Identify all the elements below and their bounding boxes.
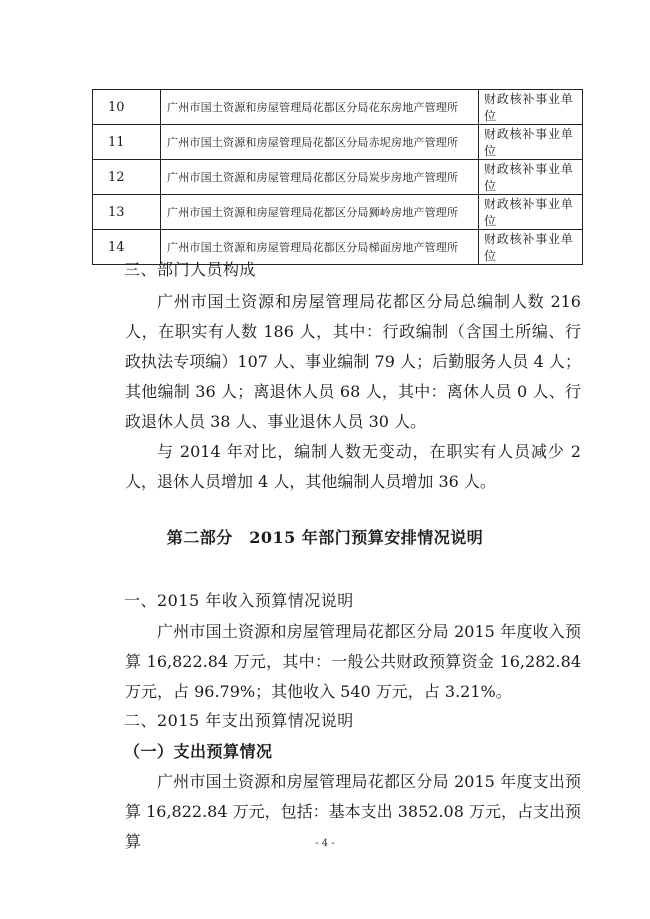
unit-type-cell: 财政核补事业单位 [479,90,583,125]
row-number-cell: 12 [93,160,161,195]
expense-subheading: （一）支出预算情况 [124,742,273,761]
section3-heading: 三、部门人员构成 [124,260,257,279]
row-number-cell: 10 [93,90,161,125]
unit-type-cell: 财政核补事业单位 [479,160,583,195]
unit-name-cell: 广州市国土资源和房屋管理局花都区分局赤坭房地产管理所 [161,125,479,160]
table-row [93,90,583,125]
unit-name-cell: 广州市国土资源和房屋管理局花都区分局狮岭房地产管理所 [161,195,479,230]
part2-title: 第二部分 2015 年部门预算安排情况说明 [166,528,484,547]
unit-type-cell: 财政核补事业单位 [479,230,583,265]
units-table [92,89,583,265]
table-row [93,160,583,195]
income-paragraph: 广州市国土资源和房屋管理局花都区分局 2015 年度收入预算 16,822.84 万元，其中：一般公共财政预算资金 16,282.84 万元，占 96.79%；其他收入 540 万元，占 3.21%。 [125,622,581,701]
table-row [93,125,583,160]
section3-paragraph-1: 广州市国土资源和房屋管理局花都区分局总编制人数 216 人，在职实有人数 186 人，其中：行政编制（含国土所编、行政执法专项编）107 人、事业编制 79 人；后勤服务人员 4 人；其他编制 36 人；离退休人员 68 人，其中：离休人员 0 人、行政退休人员 38 人、事业退休人员 30 人。 [125,292,581,431]
row-number-cell: 14 [93,230,161,265]
unit-type-cell: 财政核补事业单位 [479,195,583,230]
expense-heading: 二、2015 年支出预算情况说明 [124,711,354,730]
unit-name-cell: 广州市国土资源和房屋管理局花都区分局梯面房地产管理所 [161,230,479,265]
income-heading: 一、2015 年收入预算情况说明 [124,591,354,610]
unit-type-cell: 财政核补事业单位 [479,125,583,160]
unit-name-cell: 广州市国土资源和房屋管理局花都区分局花东房地产管理所 [161,90,479,125]
table-row [93,195,583,230]
units-table-body [93,90,583,265]
row-number-cell: 13 [93,195,161,230]
unit-name-cell: 广州市国土资源和房屋管理局花都区分局炭步房地产管理所 [161,160,479,195]
page-number: - 4 - [315,838,335,849]
row-number-cell: 11 [93,125,161,160]
expense-paragraph: 广州市国土资源和房屋管理局花都区分局 2015 年度支出预算 16,822.84 万元，包括：基本支出 3852.08 万元，占支出预算 [125,772,581,851]
section3-paragraph-2: 与 2014 年对比，编制人数无变动，在职实有人员减少 2 人，退休人员增加 4 人，其他编制人员增加 36 人。 [125,442,581,491]
